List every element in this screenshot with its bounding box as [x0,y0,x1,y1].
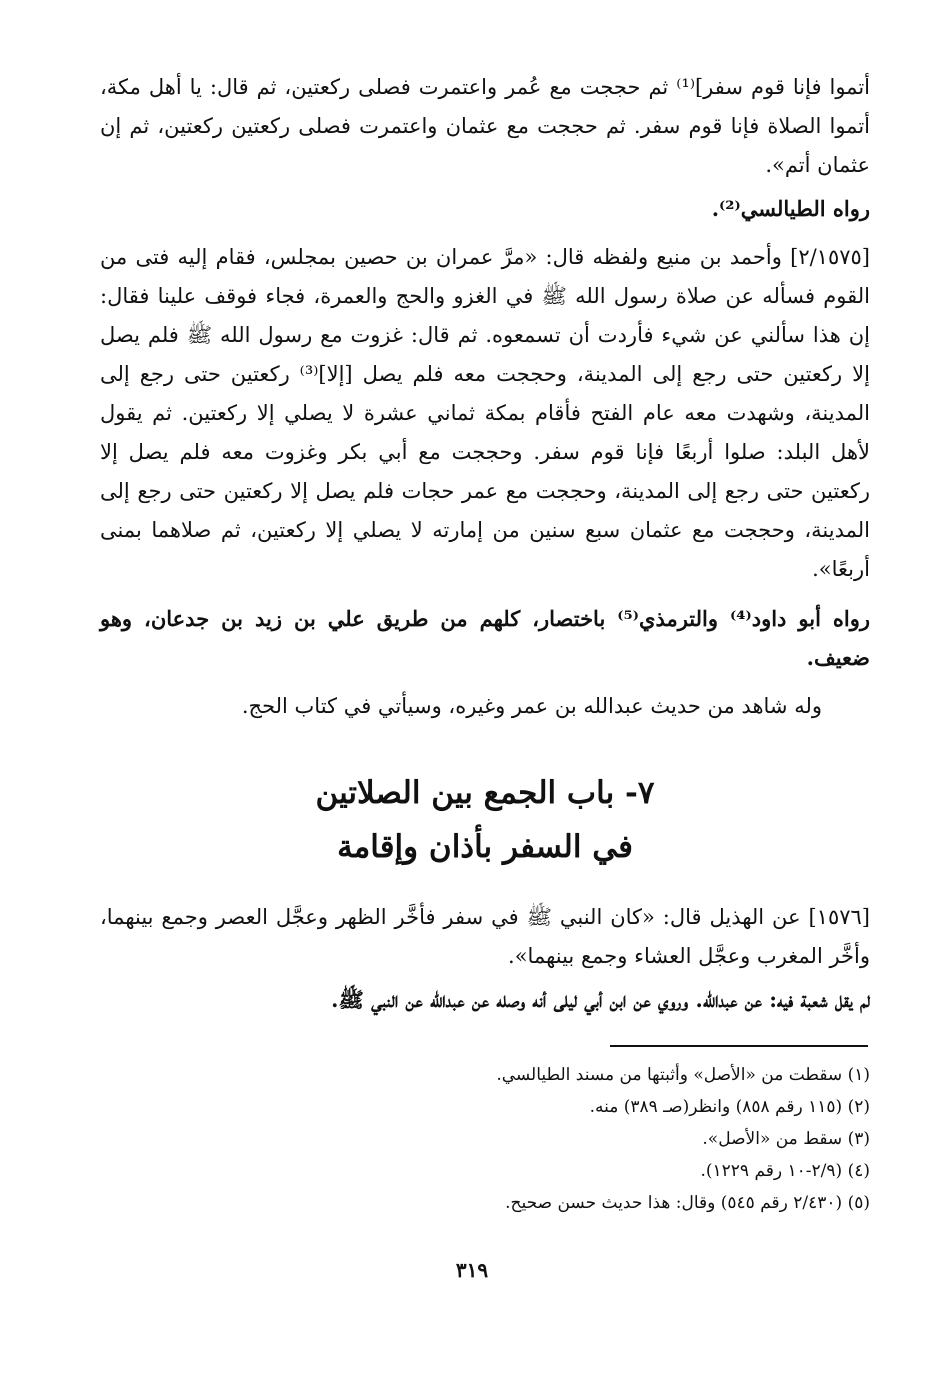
footnote-5: (٥) (٢/٤٣٠ رقم ٥٤٥) وقال: هذا حديث حسن صحيح. [505,1193,870,1213]
chapter-title-line-1: ٧- باب الجمع بين الصلاتين [315,775,655,811]
footnote-2: (٢) (١١٥ رقم ٨٥٨) وانظر(صـ ٣٨٩) منه. [589,1097,870,1117]
hadith-1576: [١٥٧٦] عن الهذيل قال: «كان النبي ﷺ في سفر فأخَّر الظهر وعجَّل العصر وجمع بينهما، وأخَّر المغرب وعجَّل العشاء وجمع بينهما». [100,905,870,968]
page-content [100,68,870,1219]
page-number: ٣١٩ [455,1258,489,1282]
footnote-divider [610,1045,868,1047]
attribution-tayalisi: رواه الطيالسي⁽²⁾. [711,196,870,221]
footnote-3: (٣) سقط من «الأصل». [702,1129,870,1149]
chapter-heading [100,766,870,874]
chapter-title-line-2: في السفر بأذان وإقامة [337,829,633,865]
attribution-abu-dawud-tirmidhi: رواه أبو داود⁽⁴⁾ والترمذي⁽⁵⁾ باختصار، كلهم من طريق علي بن زيد بن جدعان، وهو ضعيف. [100,606,871,670]
hadith-1576-note: لم يقل شعبة فيه: عن عبدالله. وروي عن ابن أبي ليلى أنه وصله عن عبدالله عن النبي ﷺ. [331,987,870,1012]
footnote-1: (١) سقطت من «الأصل» وأثبتها من مسند الطيالسي. [496,1065,870,1085]
footnotes [100,1059,870,1219]
paragraph-continuation: أتموا فإنا قوم سفر]⁽¹⁾ ثم حججت مع عُمر واعتمرت فصلى ركعتين، ثم قال: يا أهل مكة، أتموا الصلاة فإنا قوم سفر. ثم حججت مع عثمان واعتمرت فصلى ركعتين ركعتين، ثم إن عثمان أتم». [100,75,870,177]
hadith-1575: [٢/١٥٧٥] وأحمد بن منيع ولفظه قال: «مرَّ عمران بن حصين بمجلس، فقام إليه فتى من القوم فسأله عن صلاة رسول الله ﷺ في الغزو والحج والعمرة، فجاء فوقف علينا فقال: إن هذا سألني عن شيء فأردت أن تسمعوه. ثم قال: غزوت مع رسول الله ﷺ فلم يصل إلا ركعتين حتى رجع إلى المدينة، وحججت معه فلم يصل [إلا]⁽³⁾ ركعتين حتى رجع إلى المدينة، وشهدت معه عام الفتح فأقام بمكة ثماني عشرة لا يصلي إلا ركعتين. ثم يقول لأهل البلد: صلوا أربعًا فإنا قوم سفر. وحججت مع أبي بكر وغزوت معه فلم يصل إلا ركعتين حتى رجع إلى المدينة، وحججت مع عمر حجات فلم يصل إلا ركعتين حتى رجع إلى المدينة، وحججت مع عثمان سبع سنين من إمارته لا يصلي إلا ركعتين، ثم صلاهما بمنى أربعًا». [100,245,870,581]
witness-note: وله شاهد من حديث عبدالله بن عمر وغيره، وسيأتي في كتاب الحج. [241,694,822,718]
footnote-4: (٤) (٢/٩-١٠ رقم ١٢٢٩). [700,1161,870,1181]
